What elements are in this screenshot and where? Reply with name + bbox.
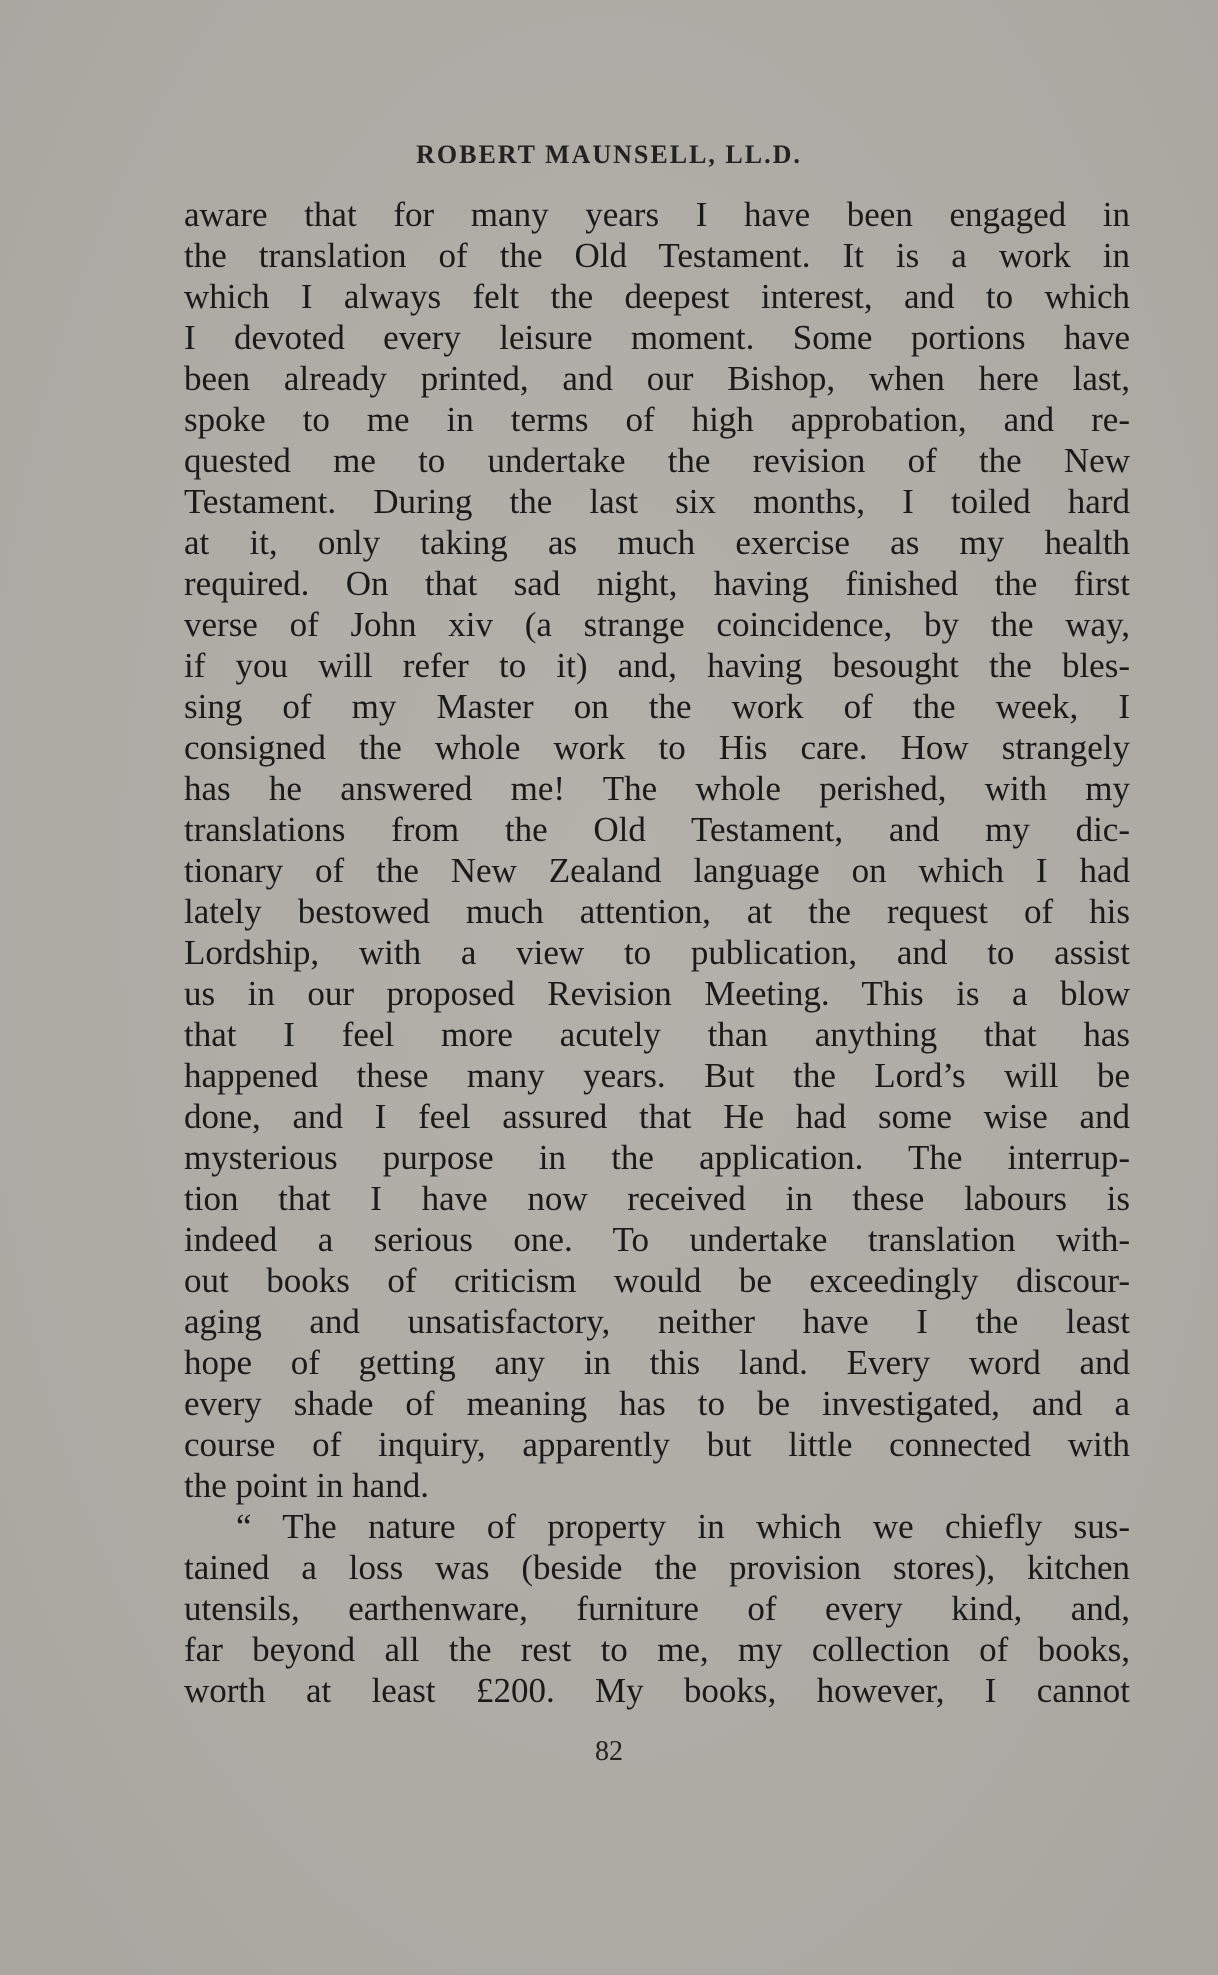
text-line: worth at least £200. My books, however, I cannot	[184, 1671, 1130, 1710]
text-line: verse of John xiv (a strange coincidence, by the way,	[184, 605, 1130, 644]
text-line: happened these many years. But the Lord’s will be	[184, 1056, 1130, 1095]
text-line: the translation of the Old Testament. It is a work in	[184, 236, 1130, 275]
text-line: has he answered me! The whole perished, with my	[184, 769, 1130, 808]
text-line: utensils, earthenware, furniture of every kind, and,	[184, 1589, 1130, 1628]
text-line: mysterious purpose in the application. The interrup-	[184, 1138, 1130, 1177]
text-line: us in our proposed Revision Meeting. This is a blow	[184, 974, 1130, 1013]
text-line: every shade of meaning has to be investigated, and a	[184, 1384, 1130, 1423]
paragraph-end-line: the point in hand.	[184, 1466, 429, 1505]
text-line: translations from the Old Testament, and my dic-	[184, 810, 1130, 849]
running-head: ROBERT MAUNSELL, LL.D.	[416, 140, 802, 169]
text-line: at it, only taking as much exercise as my health	[184, 523, 1130, 562]
text-line: quested me to undertake the revision of the New	[184, 441, 1130, 480]
paragraph-start-line: “ The nature of property in which we chiefly sus-	[236, 1507, 1130, 1546]
text-line: been already printed, and our Bishop, when here last,	[184, 359, 1130, 398]
text-line: tained a loss was (beside the provision stores), kitchen	[184, 1548, 1130, 1587]
body-text	[184, 194, 1130, 1711]
text-line: Testament. During the last six months, I toiled hard	[184, 482, 1130, 521]
text-line: aware that for many years I have been engaged in	[184, 195, 1130, 234]
text-line: tionary of the New Zealand language on which I had	[184, 851, 1130, 890]
page-number: 82	[595, 1736, 623, 1767]
text-line: spoke to me in terms of high approbation, and re-	[184, 400, 1130, 439]
text-line: course of inquiry, apparently but little connected with	[184, 1425, 1130, 1464]
text-line: I devoted every leisure moment. Some portions have	[184, 318, 1130, 357]
text-line: tion that I have now received in these labours is	[184, 1179, 1130, 1218]
text-line: that I feel more acutely than anything that has	[184, 1015, 1130, 1054]
text-line: consigned the whole work to His care. How strangely	[184, 728, 1130, 767]
text-line: indeed a serious one. To undertake translation with-	[184, 1220, 1130, 1259]
text-line: which I always felt the deepest interest, and to which	[184, 277, 1130, 316]
text-line: if you will refer to it) and, having besought the bles-	[184, 646, 1130, 685]
text-line: lately bestowed much attention, at the request of his	[184, 892, 1130, 931]
text-line: out books of criticism would be exceedingly discour-	[184, 1261, 1130, 1300]
text-line: aging and unsatisfactory, neither have I the least	[184, 1302, 1130, 1341]
text-line: required. On that sad night, having finished the first	[184, 564, 1130, 603]
text-line: sing of my Master on the work of the week, I	[184, 687, 1130, 726]
text-line: done, and I feel assured that He had some wise and	[184, 1097, 1130, 1136]
text-line: Lordship, with a view to publication, and to assist	[184, 933, 1130, 972]
text-line: far beyond all the rest to me, my collection of books,	[184, 1630, 1130, 1669]
text-line: hope of getting any in this land. Every word and	[184, 1343, 1130, 1382]
